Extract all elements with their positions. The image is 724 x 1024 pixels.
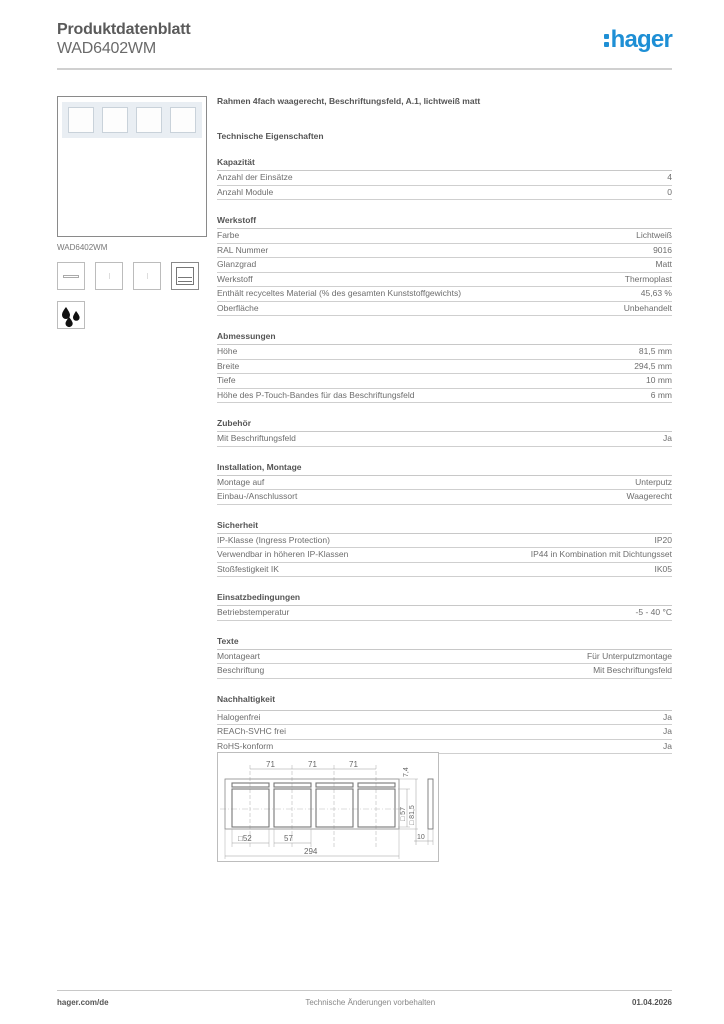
spec-label: Anzahl der Einsätze: [217, 172, 293, 182]
spec-row: [217, 725, 672, 740]
thumbnail-strip: [57, 262, 199, 290]
spec-row: [217, 490, 672, 505]
display-thumbnail-icon: [176, 267, 194, 285]
spec-label: Montageart: [217, 650, 260, 661]
technical-drawing[interactable]: [217, 752, 439, 862]
footer-date: 01.04.2026: [631, 998, 672, 1007]
dim-pitch-2: 71: [308, 760, 317, 769]
spec-label: Stoßfestigkeit IK: [217, 563, 279, 574]
section-title: Texte: [217, 636, 672, 650]
spec-row: [217, 374, 672, 389]
spec-row: [217, 186, 672, 201]
section-title: Nachhaltigkeit: [217, 694, 672, 711]
spec-label: Farbe: [217, 230, 240, 240]
spec-value: IP20: [654, 534, 672, 545]
spec-value: Mit Beschriftungsfeld: [593, 665, 672, 675]
spec-label: Montage auf: [217, 476, 265, 487]
spec-value: 0: [667, 186, 672, 197]
frame-slot: [102, 107, 128, 133]
product-description: Rahmen 4fach waagerecht, Beschriftungsfeld, A.1, lichtweiß matt: [217, 96, 481, 106]
spec-row: [217, 360, 672, 375]
logo-colon-icon: [604, 30, 610, 48]
section-title: Zubehör: [217, 418, 672, 432]
spec-label: Mit Beschriftungsfeld: [217, 433, 296, 443]
spec-value: 81,5 mm: [638, 346, 672, 356]
spec-value: Lichtweiß: [636, 230, 672, 240]
spec-value: 10 mm: [646, 375, 672, 385]
spec-row: [217, 606, 672, 621]
product-model: WAD6402WM: [57, 40, 156, 57]
spec-value: Ja: [663, 726, 672, 736]
document-title: Produktdatenblatt: [57, 21, 191, 38]
spec-label: Oberfläche: [217, 302, 259, 313]
spec-value: 294,5 mm: [634, 360, 672, 371]
spec-value: 4: [667, 172, 672, 182]
technical-properties-heading: Technische Eigenschaften: [217, 131, 324, 141]
product-image[interactable]: [57, 96, 207, 237]
ip-protection-badge: [57, 301, 85, 329]
dim-opening: □52: [238, 834, 252, 843]
spec-content: [217, 96, 672, 784]
spec-value: Unbehandelt: [623, 302, 672, 313]
blank-thumbnail-icon: [147, 273, 148, 279]
document-header: [57, 20, 672, 58]
section-abmessungen: [217, 331, 672, 403]
dim-inner-height: □ 57: [400, 807, 407, 821]
thumbnail-side-view-1[interactable]: [95, 262, 123, 290]
spec-label: Werkstoff: [217, 273, 253, 284]
spec-label: Glanzgrad: [217, 259, 257, 269]
spec-value: 6 mm: [650, 389, 672, 400]
section-installation: [217, 462, 672, 505]
spec-value: 45,63 %: [640, 288, 672, 298]
spec-value: IP44 in Kombination mit Dichtungsset: [530, 549, 672, 559]
spec-value: 9016: [653, 244, 672, 255]
spec-label: RoHS-konform: [217, 740, 274, 751]
section-zubehoer: [217, 418, 672, 447]
dim-pitch-1: 71: [266, 760, 275, 769]
spec-label: Tiefe: [217, 375, 236, 385]
spec-value: Für Unterputzmontage: [586, 650, 672, 661]
logo-text: hager: [610, 26, 672, 53]
spec-label: Enthält recyceltes Material (% des gesamten Kunststoffgewichts): [217, 288, 462, 298]
spec-row: [217, 534, 672, 549]
spec-row: [217, 258, 672, 273]
section-title: Werkstoff: [217, 215, 672, 229]
footer-disclaimer: Technische Änderungen vorbehalten: [305, 998, 436, 1007]
image-caption: WAD6402WM: [57, 243, 108, 252]
spec-row: [217, 650, 672, 665]
spec-label: Einbau-/Anschlussort: [217, 491, 298, 501]
strip-thumbnail-icon: [63, 275, 79, 278]
section-werkstoff: [217, 215, 672, 316]
spec-row: [217, 664, 672, 679]
water-drops-icon: [58, 302, 84, 328]
spec-row: [217, 548, 672, 563]
header-divider: [57, 68, 672, 70]
spec-value: Thermoplast: [624, 273, 672, 284]
spec-value: -5 - 40 °C: [635, 607, 672, 617]
spec-row: [217, 432, 672, 447]
spec-value: Unterputz: [635, 476, 672, 487]
hager-logo: [604, 28, 672, 52]
frame-slot: [136, 107, 162, 133]
frame-slot: [170, 107, 196, 133]
spec-label: Betriebstemperatur: [217, 607, 290, 617]
dim-total-width: 294: [304, 847, 318, 856]
spec-label: Halogenfrei: [217, 711, 261, 722]
dim-top-offset: 7,4: [403, 767, 410, 777]
section-kapazitaet: [217, 157, 672, 200]
frame-4-gang-render: [62, 102, 202, 138]
dimension-drawing: [218, 753, 440, 863]
spec-row: [217, 476, 672, 491]
spec-row: [217, 345, 672, 360]
dim-inner-width: 57: [284, 834, 293, 843]
section-einsatzbedingungen: [217, 592, 672, 621]
spec-value: Ja: [663, 433, 672, 443]
thumbnail-display-view[interactable]: [171, 262, 199, 290]
section-nachhaltigkeit: [217, 694, 672, 755]
spec-label: Breite: [217, 360, 240, 371]
spec-row: [217, 563, 672, 578]
page-footer: [57, 998, 672, 1008]
spec-row: [217, 287, 672, 302]
dim-outer-height: □ 81,5: [409, 805, 416, 825]
spec-value: Ja: [663, 740, 672, 751]
spec-row: [217, 273, 672, 288]
spec-label: Beschriftung: [217, 665, 265, 675]
spec-row: [217, 302, 672, 317]
spec-row: [217, 229, 672, 244]
footer-website-link[interactable]: hager.com/de: [57, 998, 109, 1007]
spec-value: Waagerecht: [626, 491, 672, 501]
section-title: Abmessungen: [217, 331, 672, 345]
spec-value: Matt: [655, 259, 672, 269]
spec-value: IK05: [654, 563, 672, 574]
dim-pitch-3: 71: [349, 760, 358, 769]
footer-divider: [57, 990, 672, 991]
spec-label: Anzahl Module: [217, 186, 274, 197]
spec-label: REACh-SVHC frei: [217, 726, 286, 736]
dim-depth: 10: [417, 834, 425, 841]
spec-label: RAL Nummer: [217, 244, 269, 255]
section-texte: [217, 636, 672, 679]
spec-row: [217, 389, 672, 404]
spec-row: [217, 711, 672, 726]
section-sicherheit: [217, 520, 672, 578]
thumbnail-side-view-2[interactable]: [133, 262, 161, 290]
section-title: Kapazität: [217, 157, 672, 171]
spec-value: Ja: [663, 711, 672, 722]
spec-label: Verwendbar in höheren IP-Klassen: [217, 549, 349, 559]
spec-label: Höhe des P-Touch-Bandes für das Beschriftungsfeld: [217, 389, 415, 400]
section-title: Installation, Montage: [217, 462, 672, 476]
spec-label: IP-Klasse (Ingress Protection): [217, 534, 330, 545]
blank-thumbnail-icon: [109, 273, 110, 279]
thumbnail-strip-view[interactable]: [57, 262, 85, 290]
spec-row: [217, 171, 672, 186]
frame-slot: [68, 107, 94, 133]
spec-label: Höhe: [217, 346, 238, 356]
section-title: Sicherheit: [217, 520, 672, 534]
spec-row: [217, 244, 672, 259]
section-title: Einsatzbedingungen: [217, 592, 672, 606]
